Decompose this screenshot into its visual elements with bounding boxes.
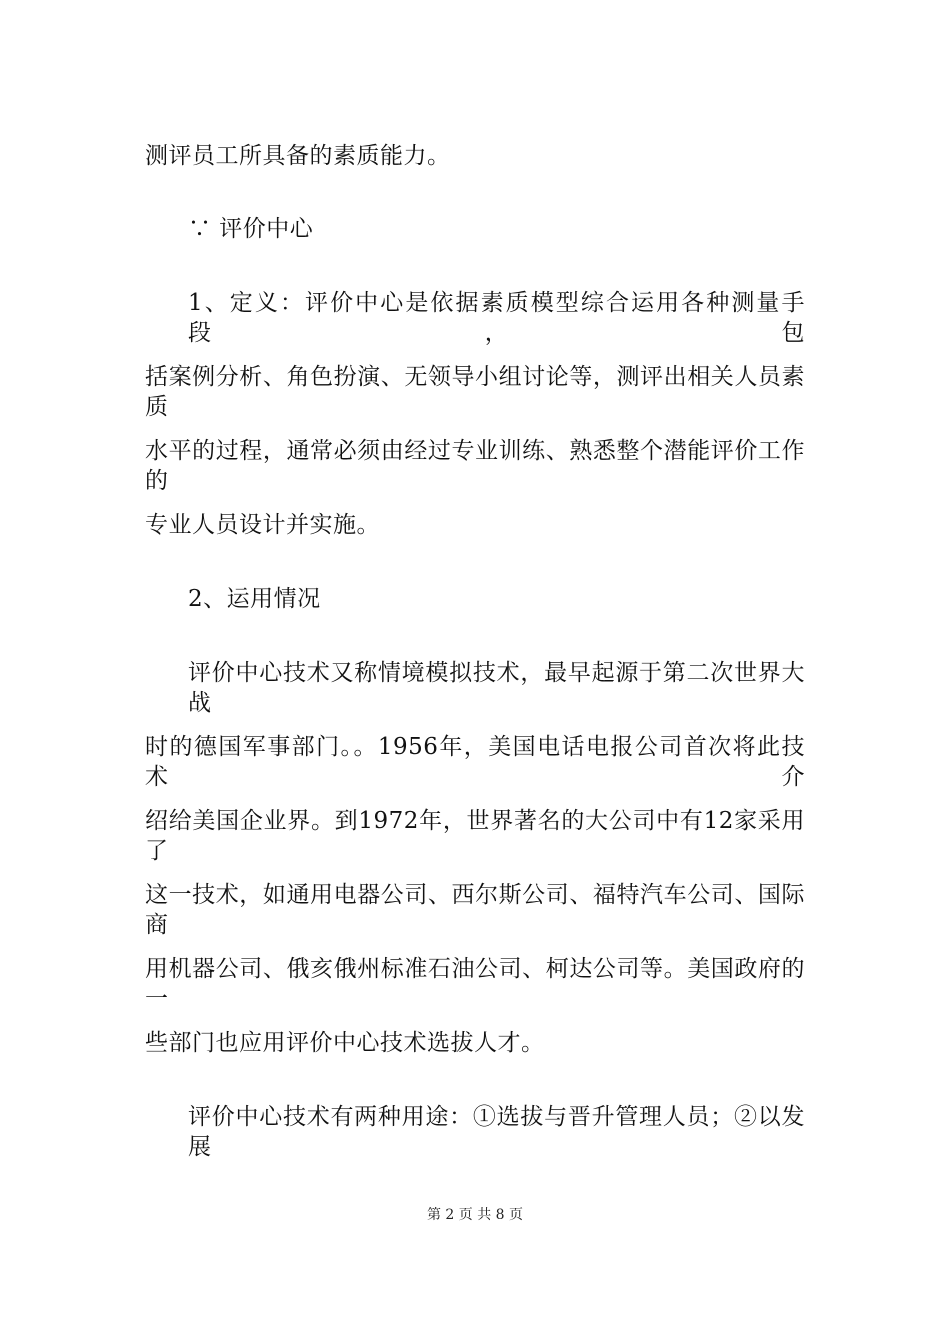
definition-paragraph-line-1: 1、定义：评价中心是依据素质模型综合运用各种测量手段，包: [188, 290, 805, 346]
history-paragraph-line-1: 评价中心技术又称情境模拟技术，最早起源于第二次世界大战: [188, 660, 805, 716]
history-paragraph-line-4: 这一技术，如通用电器公司、西尔斯公司、福特汽车公司、国际商: [145, 882, 805, 938]
history-paragraph-line-6: 些部门也应用评价中心技术选拔人才。: [145, 1030, 545, 1056]
text-line-continuation: 测评员工所具备的素质能力。: [145, 143, 451, 169]
history-paragraph-line-2: 时的德国军事部门。。1956年，美国电话电报公司首次将此技术介: [145, 734, 805, 790]
definition-paragraph-line-3: 水平的过程，通常必须由经过专业训练、熟悉整个潜能评价工作的: [145, 438, 805, 494]
section-heading-assessment-center: ∵ 评价中心: [188, 216, 314, 242]
history-paragraph-line-3: 绍给美国企业界。到1972年，世界著名的大公司中有12家采用了: [145, 808, 805, 864]
history-paragraph-line-5: 用机器公司、俄亥俄州标准石油公司、柯达公司等。美国政府的一: [145, 956, 805, 1012]
page-number-footer: 第 2 页 共 8 页: [426, 1207, 524, 1223]
section-heading-usage: 2、运用情况: [188, 586, 321, 612]
definition-paragraph-line-4: 专业人员设计并实施。: [145, 512, 380, 538]
definition-paragraph-line-2: 括案例分析、角色扮演、无领导小组讨论等，测评出相关人员素质: [145, 364, 805, 420]
purpose-paragraph-line-1: 评价中心技术有两种用途：①选拔与晋升管理人员；②以发展: [188, 1104, 805, 1160]
